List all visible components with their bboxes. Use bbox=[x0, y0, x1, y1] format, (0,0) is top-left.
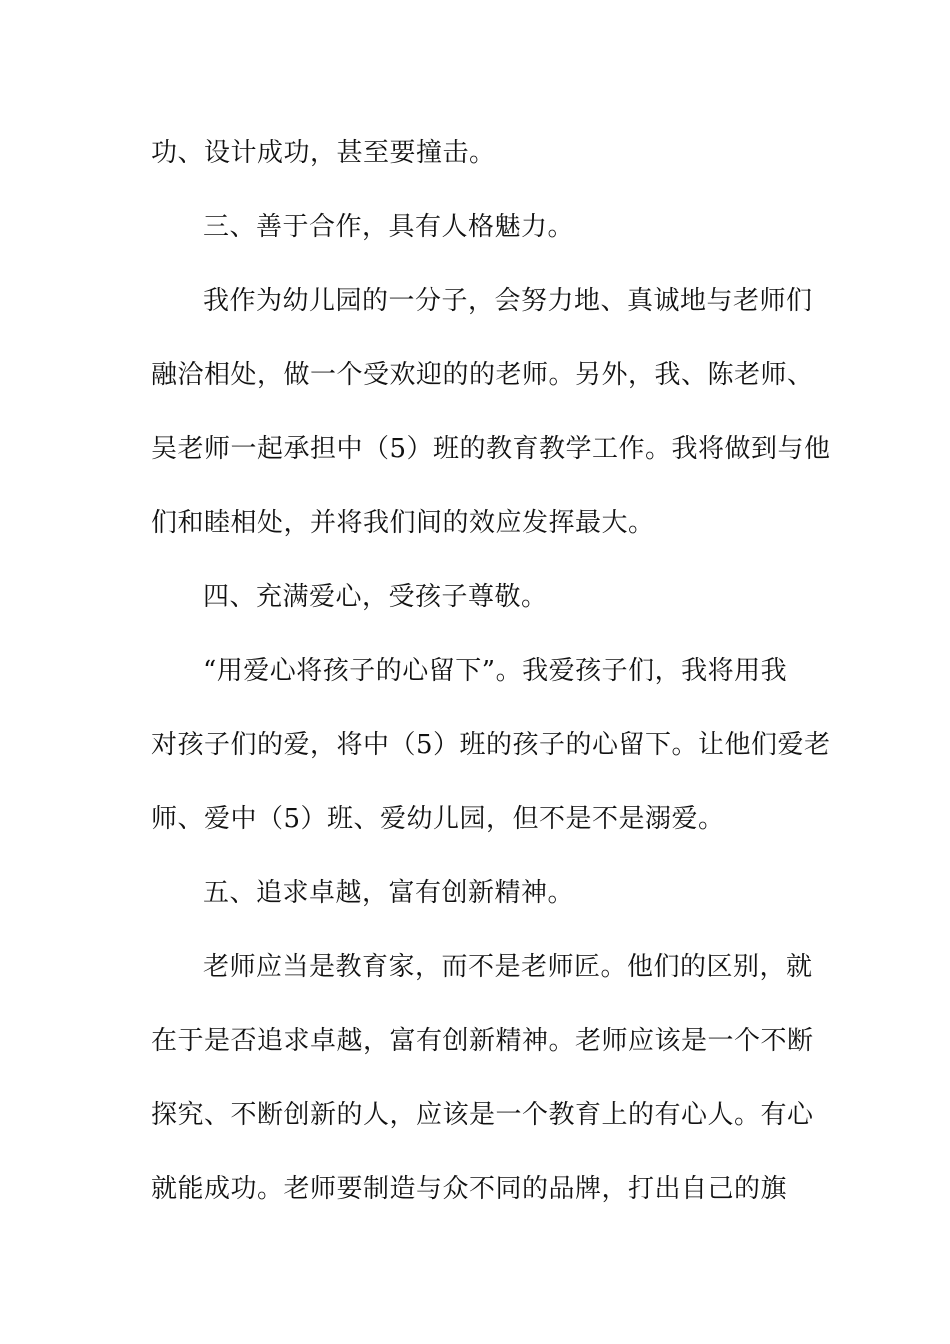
text-line: 师、爱中（5）班、爱幼儿园，但不是不是溺爱。 bbox=[151, 804, 725, 834]
text-line: “用爱心将孩子的心留下”。我爱孩子们，我将用我 bbox=[203, 656, 788, 686]
text-line: 老师应当是教育家，而不是老师匠。他们的区别，就 bbox=[203, 952, 813, 982]
text-line: 探究、不断创新的人，应该是一个教育上的有心人。有心 bbox=[151, 1100, 814, 1130]
section-heading: 三、善于合作，具有人格魅力。 bbox=[203, 212, 575, 242]
text-line: 在于是否追求卓越，富有创新精神。老师应该是一个不断 bbox=[151, 1026, 814, 1056]
text-line: 我作为幼儿园的一分子，会努力地、真诚地与老师们 bbox=[203, 286, 813, 316]
text-line: 们和睦相处，并将我们间的效应发挥最大。 bbox=[151, 508, 655, 538]
section-heading: 四、充满爱心，受孩子尊敬。 bbox=[203, 582, 548, 612]
text-line: 功、设计成功，甚至要撞击。 bbox=[151, 138, 496, 168]
text-line: 对孩子们的爱，将中（5）班的孩子的心留下。让他们爱老 bbox=[151, 730, 831, 760]
text-line: 吴老师一起承担中（5）班的教育教学工作。我将做到与他 bbox=[151, 434, 831, 464]
text-line: 融洽相处，做一个受欢迎的的老师。另外，我、陈老师、 bbox=[151, 360, 814, 390]
section-heading: 五、追求卓越，富有创新精神。 bbox=[203, 878, 575, 908]
text-line: 就能成功。老师要制造与众不同的品牌，打出自己的旗 bbox=[151, 1174, 788, 1204]
